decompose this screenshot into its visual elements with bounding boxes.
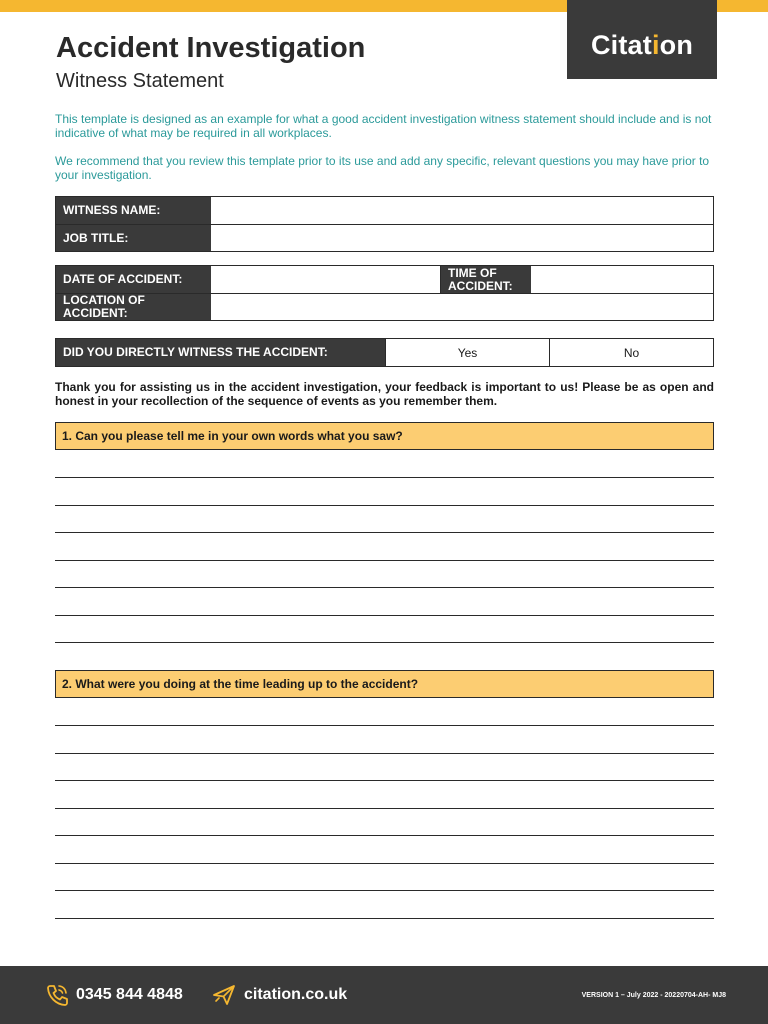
- answer-line[interactable]: [55, 642, 714, 643]
- footer: [0, 966, 768, 1024]
- thanks-text: Thank you for assisting us in the accident investigation, your feedback is important to us! Please be as open and honest in your recollection of the sequence of events as you remember them.: [55, 380, 714, 408]
- question-2-heading: 2. What were you doing at the time leading up to the accident?: [55, 670, 714, 698]
- answer-line[interactable]: [55, 753, 714, 754]
- direct-witness-row: [56, 339, 713, 366]
- location-field[interactable]: [211, 294, 713, 320]
- witness-name-field[interactable]: [211, 197, 713, 224]
- location-label: LOCATION OF ACCIDENT:: [56, 294, 211, 320]
- answer-line[interactable]: [55, 560, 714, 561]
- direct-witness-label: DID YOU DIRECTLY WITNESS THE ACCIDENT:: [56, 339, 385, 366]
- time-label: TIME OF ACCIDENT:: [440, 266, 531, 293]
- page-title: Accident Investigation: [56, 32, 366, 64]
- date-time-row: [56, 266, 713, 293]
- page-subtitle: Witness Statement: [56, 70, 224, 92]
- date-field[interactable]: [211, 266, 440, 293]
- accident-details-table: [55, 265, 714, 321]
- job-title-row: [56, 224, 713, 251]
- witness-details-table: [55, 196, 714, 252]
- direct-witness-table: [55, 338, 714, 367]
- phone-icon: [44, 982, 70, 1008]
- footer-phone[interactable]: [44, 966, 183, 1024]
- witness-name-label: WITNESS NAME:: [56, 197, 211, 224]
- witness-name-row: [56, 197, 713, 224]
- version-text: VERSION 1 – July 2022 - 20220704-AH- MJ8: [581, 991, 726, 999]
- question-1-heading: 1. Can you please tell me in your own words what you saw?: [55, 422, 714, 450]
- answer-line[interactable]: [55, 863, 714, 864]
- answer-line[interactable]: [55, 780, 714, 781]
- intro-paragraph-1: This template is designed as an example for what a good accident investigation witness statement should include and is not indicative of what may be required in all workplaces.: [55, 112, 712, 140]
- phone-number: 0345 844 4848: [76, 986, 183, 1003]
- job-title-label: JOB TITLE:: [56, 225, 211, 251]
- answer-line[interactable]: [55, 615, 714, 616]
- answer-line[interactable]: [55, 532, 714, 533]
- answer-line[interactable]: [55, 587, 714, 588]
- answer-line[interactable]: [55, 725, 714, 726]
- logo-text: Citation: [590, 30, 694, 60]
- citation-logo: [567, 0, 717, 79]
- answer-line[interactable]: [55, 477, 714, 478]
- time-field[interactable]: [531, 266, 713, 293]
- website-url: citation.co.uk: [244, 986, 348, 1003]
- footer-website[interactable]: [212, 966, 347, 1024]
- answer-line[interactable]: [55, 835, 714, 836]
- answer-line[interactable]: [55, 918, 714, 919]
- job-title-field[interactable]: [211, 225, 713, 251]
- no-option[interactable]: No: [549, 339, 713, 366]
- answer-line[interactable]: [55, 808, 714, 809]
- answer-line[interactable]: [55, 505, 714, 506]
- location-row: [56, 293, 713, 320]
- send-icon: [212, 982, 238, 1008]
- answer-line[interactable]: [55, 890, 714, 891]
- yes-option[interactable]: Yes: [385, 339, 549, 366]
- intro-paragraph-2: We recommend that you review this template prior to its use and add any specific, relevant questions you may have prior to your investigation.: [55, 154, 710, 182]
- date-label: DATE OF ACCIDENT:: [56, 266, 211, 293]
